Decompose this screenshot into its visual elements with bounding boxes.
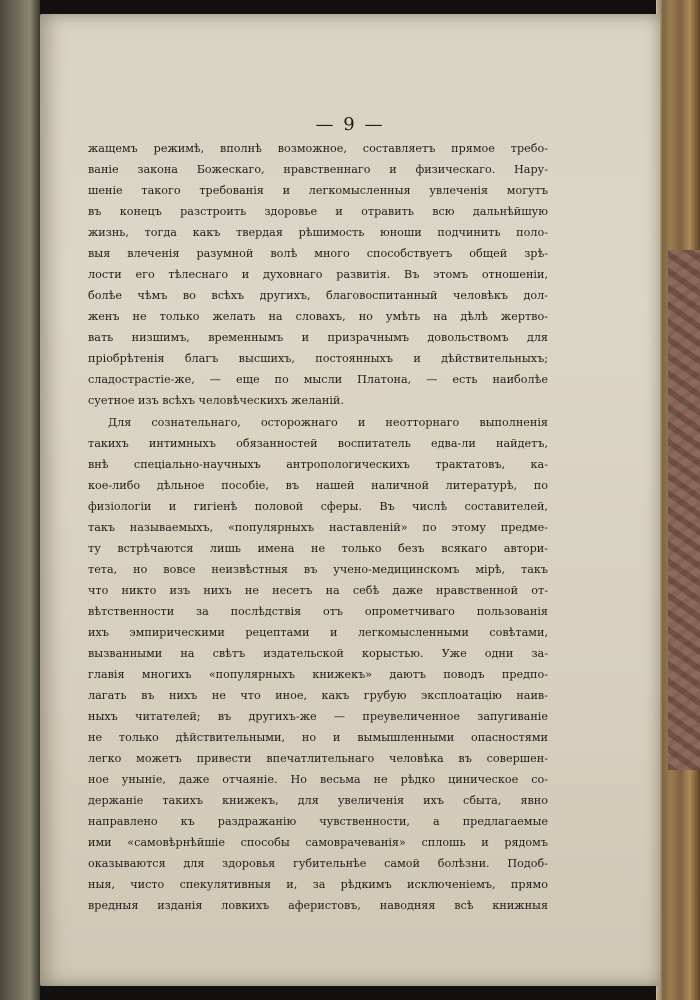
text-line: кое-либо дѣльное пособіе, въ нашей наличной литературѣ, по — [88, 479, 548, 492]
text-line: ту встрѣчаются лишь имена не только безъ всякаго автори- — [88, 542, 548, 555]
text-line: внѣ спеціально-научныхъ антропологическихъ трактатовъ, ка- — [88, 458, 548, 471]
text-line: женъ не только желать на словахъ, но умѣть на дѣлѣ жертво- — [88, 310, 548, 323]
text-line: ныя, чисто спекулятивныя и, за рѣдкимъ исключеніемъ, прямо — [88, 878, 548, 891]
text-line: ихъ эмпирическими рецептами и легкомысленными совѣтами, — [88, 626, 548, 639]
text-line: пріобрѣтенія благъ высшихъ, постоянныхъ и дѣйствительныхъ; — [88, 352, 548, 365]
page-body-text — [88, 138, 548, 916]
page-number: — 9 — — [315, 114, 385, 135]
text-line: что никто изъ нихъ не несетъ на себѣ даже нравственной от- — [88, 584, 548, 597]
text-line: лости его тѣлеснаго и духовнаго развитія. Въ этомъ отношеніи, — [88, 268, 548, 281]
text-line: въ конецъ разстроить здоровье и отравить всю дальнѣйшую — [88, 205, 548, 218]
text-line: держаніе такихъ книжекъ, для увеличенія ихъ сбыта, явно — [88, 794, 548, 807]
text-line: ное уныніе, даже отчаяніе. Но весьма не рѣдко циническое со- — [88, 773, 548, 786]
text-line: такихъ интимныхъ обязанностей воспитатель едва-ли найдетъ, — [88, 437, 548, 450]
text-line: тета, но вовсе неизвѣстныя въ учено-медицинскомъ мірѣ, такъ — [88, 563, 548, 576]
text-line: болѣе чѣмъ во всѣхъ другихъ, благовоспитанный человѣкъ дол- — [88, 289, 548, 302]
text-line: направлено къ раздражанію чувственности, а предлагаемые — [88, 815, 548, 828]
text-line: жащемъ режимѣ, вполнѣ возможное, составляетъ прямое требо- — [88, 142, 548, 155]
text-line: ими «самовѣрнѣйшіе способы самоврачеванія» сплошь и рядомъ — [88, 836, 548, 849]
text-line: выя влеченія разумной волѣ много способствуетъ общей зрѣ- — [88, 247, 548, 260]
text-line: легко можетъ привести впечатлительнаго человѣка въ совершен- — [88, 752, 548, 765]
text-line: ваніе закона Божескаго, нравственнаго и физическаго. Нару- — [88, 163, 548, 176]
left-page-edge — [0, 0, 40, 1000]
text-line: вызванными на свѣтъ издательской корыстью. Уже одни за- — [88, 647, 548, 660]
text-line: шеніе такого требованія и легкомысленныя увлеченія могутъ — [88, 184, 548, 197]
text-line: Для сознательнаго, осторожнаго и неотторнаго выполненія — [108, 416, 548, 429]
text-line: жизнь, тогда какъ твердая рѣшимость юноши подчинить поло- — [88, 226, 548, 239]
text-line: вать низшимъ, временнымъ и призрачнымъ довольствомъ для — [88, 331, 548, 344]
text-line: оказываются для здоровья губительнѣе самой болѣзни. Подоб- — [88, 857, 548, 870]
text-line: такъ называемыхъ, «популярныхъ наставленій» по этому предме- — [88, 521, 548, 534]
text-line: главія многихъ «популярныхъ книжекъ» даютъ поводъ предпо- — [88, 668, 548, 681]
text-line: вѣтственности за послѣдствія отъ опрометчиваго пользованія — [88, 605, 548, 618]
text-line: ныхъ читателей; въ другихъ-же — преувеличенное запугиваніе — [88, 710, 548, 723]
marbled-endpaper — [668, 250, 700, 770]
text-line: не только дѣйствительными, но и вымышленными опасностями — [88, 731, 548, 744]
text-line: сладострастіе-же, — еще по мысли Платона, — есть наиболѣе — [88, 373, 548, 386]
text-line: вредныя изданія ловкихъ аферистовъ, наводняя всѣ книжныя — [88, 899, 548, 912]
paragraph-2 — [88, 412, 548, 916]
text-line: суетное изъ всѣхъ человѣческихъ желаній. — [88, 394, 344, 407]
text-line: физіологіи и гигіенѣ половой сферы. Въ числѣ составителей, — [88, 500, 548, 513]
paragraph-1 — [88, 138, 548, 411]
text-line: лагать въ нихъ не что иное, какъ грубую эксплоатацію наив- — [88, 689, 548, 702]
